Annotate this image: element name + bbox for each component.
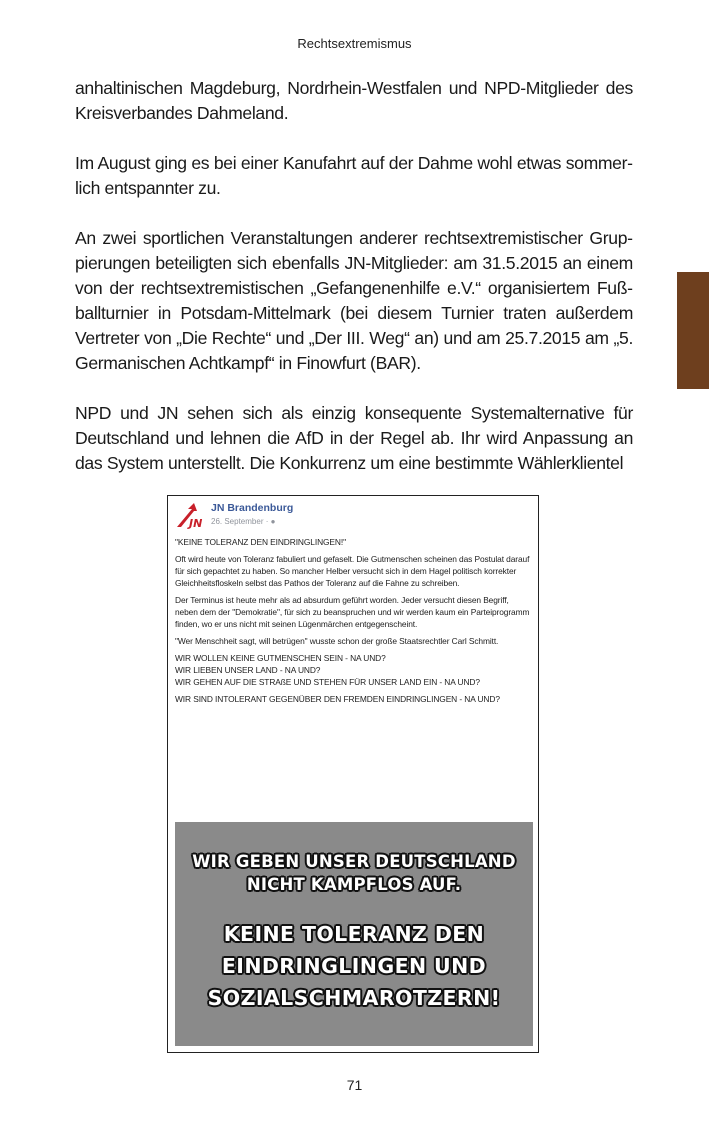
post-page-name: JN Brandenburg — [211, 502, 294, 514]
svg-text:JN: JN — [189, 517, 203, 529]
post-caps-line: WIR SIND INTOLERANT GEGENÜBER DEN FREMDEN EINDRINGLINGEN - NA UND? — [175, 694, 500, 704]
post-banner-image — [175, 822, 533, 1046]
post-caps-line: WIR WOLLEN KEINE GUTMENSCHEN SEIN - NA UND? — [175, 653, 386, 663]
banner-line: WIR GEBEN UNSER DEUTSCHLAND — [192, 852, 516, 871]
paragraph: Im August ging es bei einer Kanufahrt auf der Dahme wohl etwas sommerlich entspannter zu. — [75, 153, 633, 198]
post-caps-line: WIR GEHEN AUF DIE STRAßE UND STEHEN FÜR UNSER LAND EIN - NA UND? — [175, 677, 480, 687]
post-body — [175, 536, 533, 705]
paragraph: anhaltinischen Magdeburg, Nordrhein-Westfalen und NPD-Mitglieder des Kreisverbandes Dahmeland. — [75, 78, 633, 123]
post-date: 26. September · ● — [211, 517, 276, 526]
running-header: Rechtsextremismus — [297, 36, 412, 51]
page-number: 71 — [346, 1077, 363, 1093]
banner-line: NICHT KAMPFLOS AUF. — [246, 875, 462, 894]
banner-line: EINDRINGLINGEN UND — [221, 954, 487, 978]
post-caps-line: WIR LIEBEN UNSER LAND - NA UND? — [175, 665, 321, 675]
facebook-post-screenshot — [167, 495, 539, 1053]
post-paragraph: Der Terminus ist heute mehr als ad absurdum geführt worden. Jeder versucht diesen Begriff, neben dem der "Demokratie", für sich zu beanspruchen und wir werden kaum ein Parteiprogramm finden, wo er uns nicht mit seinen Lügenmärchen entgegenscheint. — [175, 595, 530, 629]
post-paragraph: Oft wird heute von Toleranz fabuliert und gefaselt. Die Gutmenschen scheinen das Postulat darauf für sich gepachtet zu haben. So mancher Helber versucht sich in dem Hagel politisch korrekter Gleichheitsfloskeln selbst das Pathos der Toleranz auf die Fahne zu schreiben. — [175, 554, 530, 588]
body-text — [75, 76, 633, 501]
banner-line: KEINE TOLERANZ DEN — [223, 922, 485, 946]
paragraph: An zwei sportlichen Veranstaltungen anderer rechtsextremistischer Gruppierungen beteiligten sich ebenfalls JN-Mitglieder: am 31.5.2015 an einem von der rechtsextremistischen „Gefangenenhilfe e.V.“ organisiertem Fußballturnier in Potsdam-Mittelmark (bei diesem Turnier traten außerdem Vertreter von „Die Rechte“ und „Der III. Weg“ an) und am 25.7.2015 am „5. Germanischen Achtkampf“ in Finowfurt (BAR). — [75, 228, 633, 373]
post-header — [175, 501, 535, 531]
paragraph: NPD und JN sehen sich als einzig konsequente Systemalternative für Deutschland und lehnen die AfD in der Regel ab. Ihr wird Anpassung an das System unterstellt. Die Konkurrenz um eine bestimmte Wählerklientel — [75, 403, 633, 473]
post-headline: "KEINE TOLERANZ DEN EINDRINGLINGEN!" — [175, 537, 346, 547]
post-paragraph: "Wer Menschheit sagt, will betrügen" wusste schon der große Staatsrechtler Carl Schmitt. — [175, 636, 499, 646]
jn-logo-icon — [175, 501, 205, 529]
chapter-side-tab — [677, 272, 709, 389]
banner-line: SOZIALSCHMAROTZERN! — [207, 986, 501, 1010]
